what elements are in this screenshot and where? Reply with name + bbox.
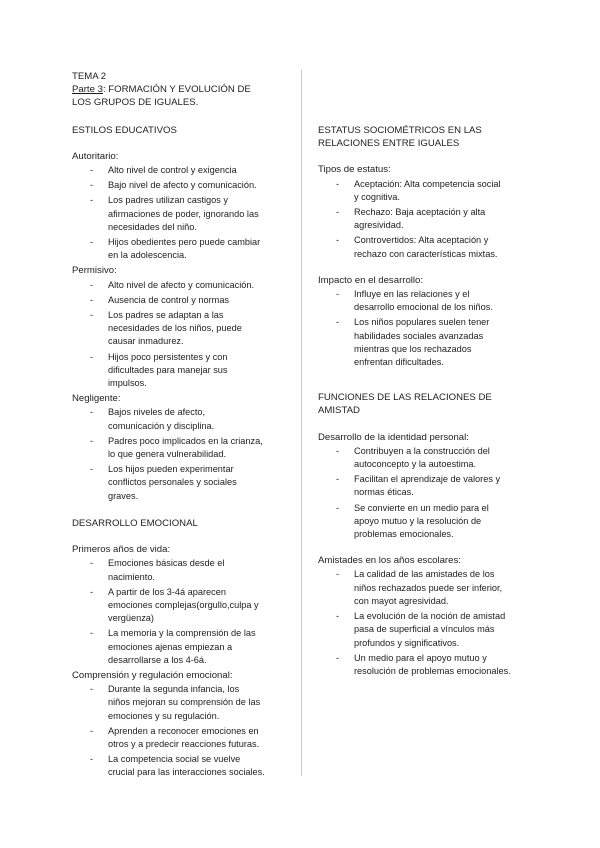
bullet-line: Padres poco implicados en la crianza, [108,435,263,446]
left-column [72,70,284,782]
bullet-line: Alto nivel de afecto y comunicación. [108,279,255,290]
parte-title-2: LOS GRUPOS DE IGUALES. [72,97,199,109]
bullet-item [72,627,284,667]
bullet-line: apoyo mutuo y la resolución de [354,515,482,526]
dash-bullet-icon: - [90,407,94,418]
right-column [318,124,530,680]
dash-bullet-icon: - [90,351,94,362]
bullet-line: La competencia social se vuelve [108,754,241,765]
bullet-item [72,164,284,177]
bullet-line: La evolución de la noción de amistad [354,611,506,622]
dash-bullet-icon: - [90,310,94,321]
bullet-line: rechazo con características mixtas. [354,248,498,259]
bullet-line: Alto nivel de control y exigencia [108,165,237,176]
comprension-list [72,683,284,779]
bullet-item [318,206,530,232]
bullet-line: niños mejoran su comprensión de las [108,697,261,708]
bullet-item [72,557,284,583]
impacto-label: Impacto en el desarrollo: [318,274,424,286]
bullet-item [72,725,284,751]
escolares-label: Amistades en los años escolares: [318,555,461,567]
bullet-line: problemas emocionales. [354,529,454,540]
bullet-line: Contribuyen a la construcción del [354,445,490,456]
dash-bullet-icon: - [336,652,340,663]
identidad-list [318,445,530,541]
bullet-line: Ausencia de control y normas [108,294,230,305]
estatus-title-2: RELACIONES ENTRE IGUALES [318,138,460,150]
bullet-line: Un medio para el apoyo mutuo y [354,652,487,663]
bullet-line: Aceptación: Alta competencia social [354,178,501,189]
primeros-label: Primeros años de vida: [72,544,171,556]
bullet-item [318,568,530,608]
primeros-list [72,557,284,667]
dash-bullet-icon: - [336,445,340,456]
dash-bullet-icon: - [90,725,94,736]
bullet-item [318,316,530,369]
bullet-item [318,652,530,678]
dash-bullet-icon: - [336,474,340,485]
bullet-line: otros y a predecir reacciones futuras. [108,738,260,749]
bullet-item [72,294,284,307]
funciones-title-2: AMISTAD [318,405,360,417]
bullet-item [72,435,284,461]
dash-bullet-icon: - [90,237,94,248]
bullet-line: conflictos personales y sociales [108,477,237,488]
permisivo-label: Permisivo: [72,265,117,277]
bullet-line: Los padres utilizan castigos y [108,195,229,206]
negligente-label: Negligente: [72,393,121,405]
bullet-line: comunicación y disciplina. [108,420,215,431]
bullet-line: Hijos obedientes pero puede cambiar [108,237,261,248]
negligente-list [72,406,284,502]
dash-bullet-icon: - [90,435,94,446]
bullet-line: La calidad de las amistades de los [354,569,495,580]
dash-bullet-icon: - [336,289,340,300]
bullet-line: crucial para las interacciones sociales. [108,767,265,778]
bullet-line: lo que genera vulnerabilidad. [108,449,226,460]
bullet-item [72,683,284,723]
bullet-item [318,178,530,204]
bullet-line: Durante la segunda infancia, los [108,684,240,695]
bullet-line: normas éticas. [354,487,414,498]
bullet-line: profundos y significativos. [354,637,460,648]
dash-bullet-icon: - [336,235,340,246]
bullet-line: nacimiento. [108,571,155,582]
bullet-line: mientras que los rechazados [354,343,472,354]
bullet-line: pasa de superficial a vínculos más [354,624,495,635]
bullet-item [72,586,284,626]
bullet-line: Bajos niveles de afecto, [108,407,206,418]
bullet-line: Los niños populares suelen tener [354,317,490,328]
bullet-line: La memoria y la comprensión de las [108,628,256,639]
bullet-line: A partir de los 3-4á aparecen [108,586,226,597]
bullet-line: y cognitiva. [354,191,400,202]
dash-bullet-icon: - [90,628,94,639]
bullet-line: en la adolescencia. [108,250,187,261]
parte-heading [72,83,284,96]
bullet-line: necesidades de los niños, puede [108,323,242,334]
bullet-item [72,463,284,503]
bullet-line: Los padres se adaptan a las [108,310,224,321]
estilos-title: ESTILOS EDUCATIVOS [72,124,177,136]
bullet-line: desarrollarse a los 4-6á. [108,654,207,665]
identidad-label: Desarrollo de la identidad personal: [318,431,469,443]
bullet-line: Influye en las relaciones y el [354,289,470,300]
dash-bullet-icon: - [336,207,340,218]
bullet-line: Se convierte en un medio para el [354,502,489,513]
column-divider [301,70,302,776]
dash-bullet-icon: - [336,502,340,513]
bullet-line: Los hijos pueden experimentar [108,464,234,475]
bullet-line: afirmaciones de poder, ignorando las [108,208,259,219]
bullet-line: emociones y su regulación. [108,710,220,721]
bullet-line: habilidades sociales avanzadas [354,330,484,341]
bullet-item [318,502,530,542]
bullet-line: agresividad. [354,220,404,231]
bullet-line: graves. [108,490,139,501]
tema-heading: TEMA 2 [72,71,107,82]
bullet-line: emociones complejas(orgullo,culpa y [108,599,259,610]
bullet-item [318,234,530,260]
comprension-label: Comprensión y regulación emocional: [72,669,233,681]
bullet-item [72,351,284,391]
estatus-title-1: ESTATUS SOCIOMÉTRICOS EN LAS [318,125,482,136]
dash-bullet-icon: - [336,317,340,328]
bullet-line: autoconcepto y la autoestima. [354,459,477,470]
parte-label: Parte 3 [72,84,103,96]
bullet-item [72,406,284,432]
bullet-item [318,288,530,314]
permisivo-list [72,279,284,391]
bullet-line: emociones ajenas empiezan a [108,641,233,652]
bullet-item [318,445,530,471]
bullet-line: vergüenza) [108,613,154,624]
bullet-item [72,279,284,292]
bullet-line: dificultades para manejar sus [108,364,228,375]
tipos-list [318,178,530,261]
bullet-line: Bajo nivel de afecto y comunicación. [108,180,257,191]
dash-bullet-icon: - [336,611,340,622]
bullet-item [72,194,284,234]
dash-bullet-icon: - [90,279,94,290]
bullet-line: con mayot agresividad. [354,595,449,606]
bullet-line: causar inmadurez. [108,336,184,347]
dash-bullet-icon: - [336,178,340,189]
bullet-line: Emociones básicas desde el [108,558,225,569]
bullet-line: necesidades del niño. [108,221,197,232]
dash-bullet-icon: - [90,294,94,305]
impacto-list [318,288,530,369]
dash-bullet-icon: - [90,464,94,475]
dash-bullet-icon: - [336,569,340,580]
autoritario-list [72,164,284,262]
bullet-line: Aprenden a reconocer emociones en [108,725,259,736]
bullet-item [72,179,284,192]
dash-bullet-icon: - [90,195,94,206]
bullet-line: niños rechazados puede ser inferior, [354,582,503,593]
dash-bullet-icon: - [90,558,94,569]
bullet-line: enfrentan dificultades. [354,357,444,368]
escolares-list [318,568,530,678]
autoritario-label: Autoritario: [72,150,119,162]
parte-title-1: : FORMACIÓN Y EVOLUCIÓN DE [102,84,251,96]
dash-bullet-icon: - [90,586,94,597]
bullet-line: impulsos. [108,378,147,389]
desarrollo-title: DESARROLLO EMOCIONAL [72,517,198,529]
bullet-item [72,309,284,349]
bullet-line: Rechazo: Baja aceptación y alta [354,207,486,218]
dash-bullet-icon: - [90,180,94,191]
bullet-line: Facilitan el aprendizaje de valores y [354,474,501,485]
funciones-title-1: FUNCIONES DE LAS RELACIONES DE [318,392,492,404]
dash-bullet-icon: - [90,165,94,176]
bullet-item [318,473,530,499]
bullet-line: desarrollo emocional de los niños. [354,302,493,313]
dash-bullet-icon: - [90,684,94,695]
tipos-label: Tipos de estatus: [318,164,391,176]
dash-bullet-icon: - [90,754,94,765]
bullet-item [72,236,284,262]
bullet-line: Controvertidos: Alta aceptación y [354,235,489,246]
bullet-item [318,610,530,650]
bullet-line: resolución de problemas emocionales. [354,665,511,676]
bullet-line: Hijos poco persistentes y con [108,351,228,362]
bullet-item [72,753,284,779]
